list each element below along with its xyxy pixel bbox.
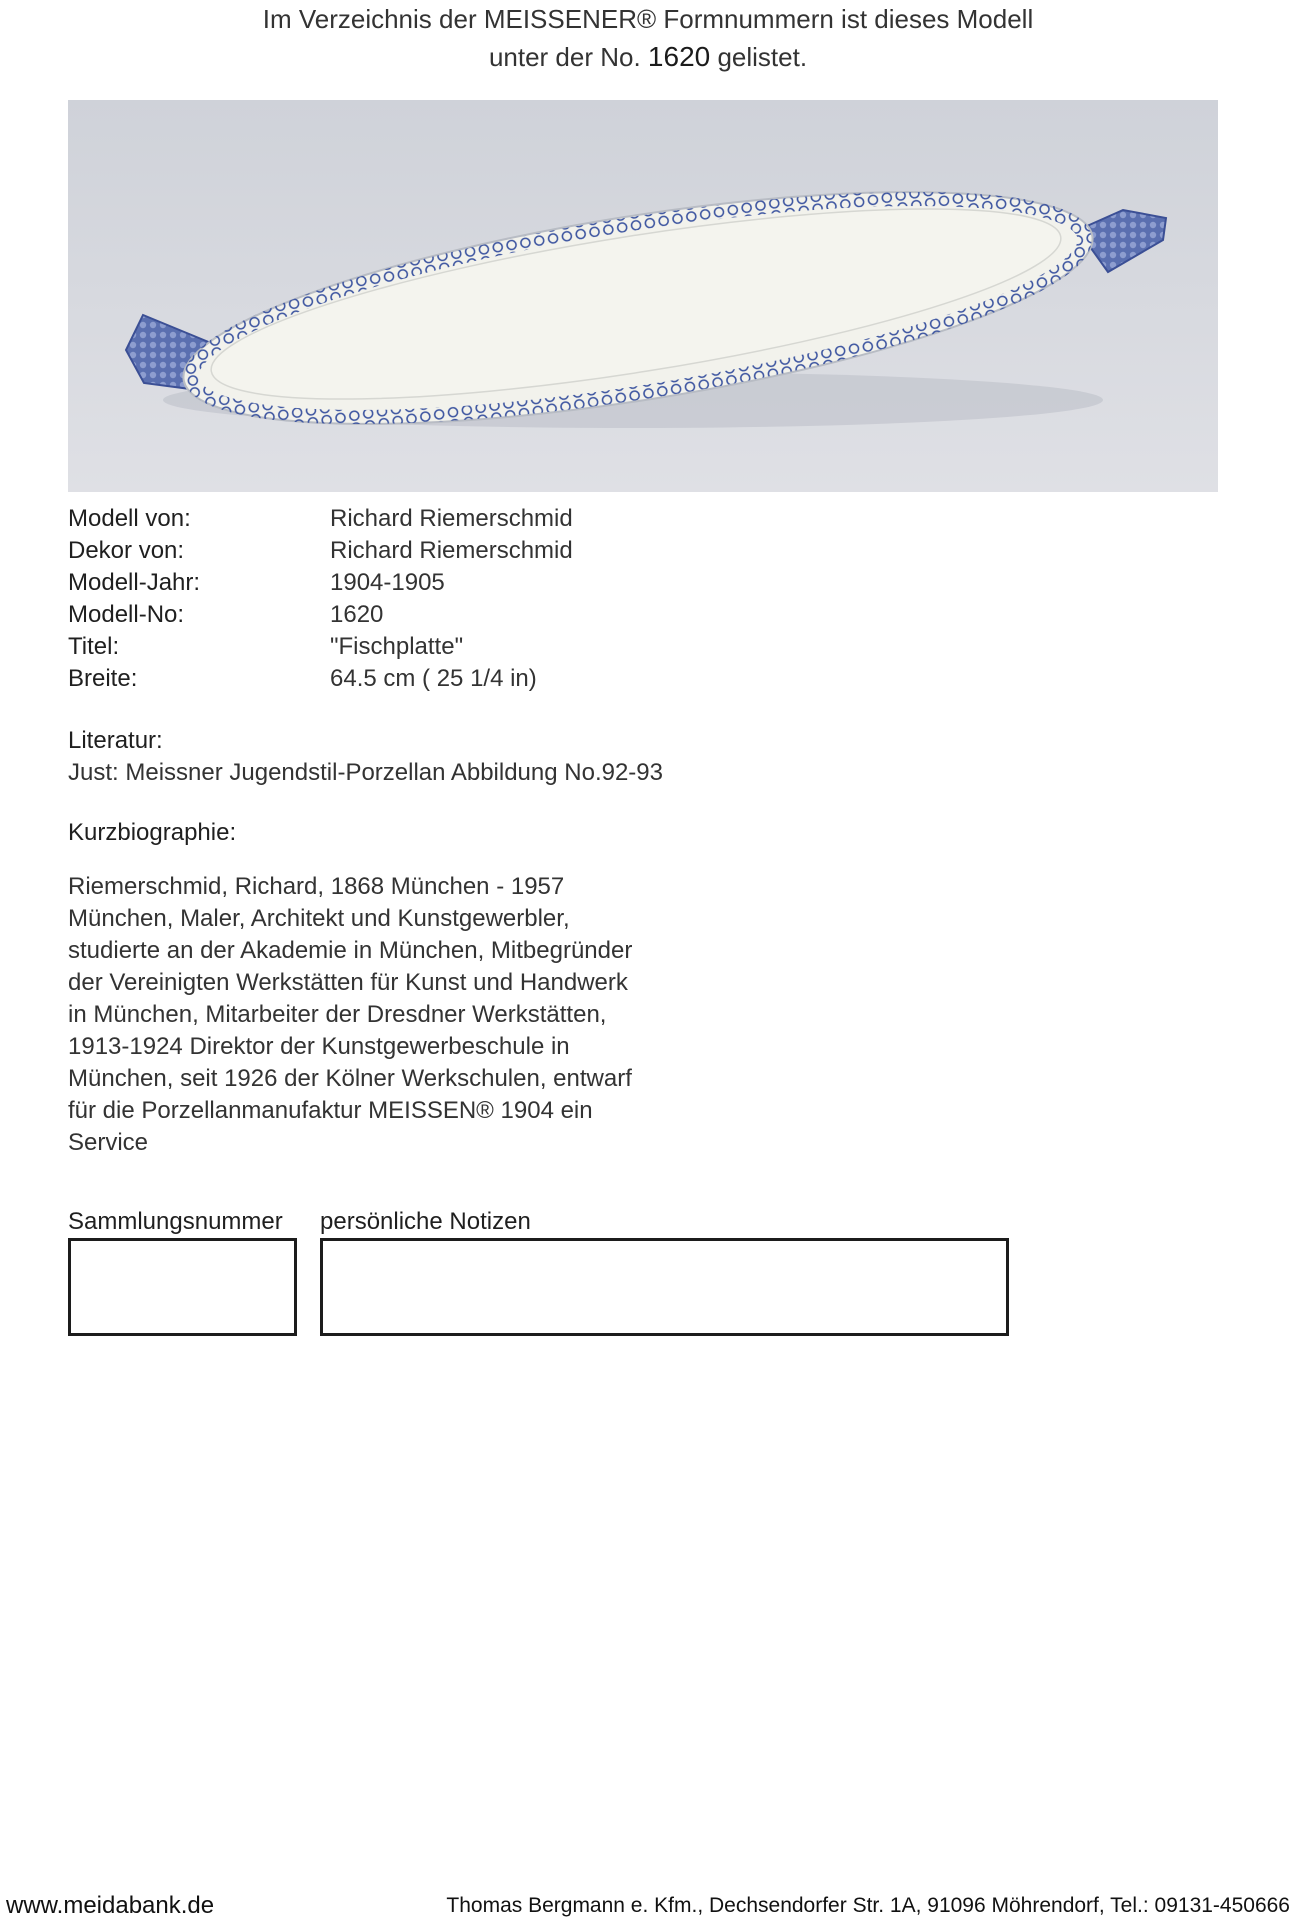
product-photo xyxy=(68,100,1218,492)
spec-row-modell xyxy=(68,503,573,535)
literature-heading: Literatur: xyxy=(68,727,163,754)
spec-value: Richard Riemerschmid xyxy=(330,505,573,532)
spec-table xyxy=(68,503,573,695)
page-header xyxy=(0,0,1296,76)
spec-row-dekor xyxy=(68,535,573,567)
header-prefix: unter der No. xyxy=(488,42,641,72)
spec-label: Titel: xyxy=(68,633,120,660)
bio-line: studierte an der Akademie in München, Mitbegründer xyxy=(68,937,633,964)
bio-line: 1913-1924 Direktor der Kunstgewerbeschule in xyxy=(68,1033,570,1060)
spec-value: "Fischplatte" xyxy=(330,633,464,660)
spec-row-titel xyxy=(68,631,573,663)
spec-row-jahr xyxy=(68,567,573,599)
spec-label: Breite: xyxy=(68,665,138,692)
collection-number-label: Sammlungsnummer xyxy=(68,1208,283,1235)
bio-line: der Vereinigten Werkstätten für Kunst und Handwerk xyxy=(68,969,628,996)
spec-value: 1904-1905 xyxy=(330,569,445,596)
header-line-1: Im Verzeichnis der MEISSENER® Formnummern ist dieses Modell xyxy=(262,4,1034,34)
bio-line: München, Maler, Architekt und Kunstgewerbler, xyxy=(68,905,570,932)
bio-line: Riemerschmid, Richard, 1868 München - 1957 xyxy=(68,873,565,900)
spec-label: Modell von: xyxy=(68,505,191,532)
spec-row-breite xyxy=(68,663,573,695)
literature-text: Just: Meissner Jugendstil-Porzellan Abbildung No.92-93 xyxy=(68,759,663,786)
collection-number-box[interactable] xyxy=(68,1238,297,1336)
notes-box[interactable] xyxy=(320,1238,1009,1336)
spec-value: 64.5 cm ( 25 1/4 in) xyxy=(330,665,537,692)
header-suffix: gelistet. xyxy=(717,42,808,72)
bio-line: für die Porzellanmanufaktur MEISSEN® 1904 ein xyxy=(68,1097,593,1124)
bio-line: Service xyxy=(68,1129,149,1156)
spec-value: Richard Riemerschmid xyxy=(330,537,573,564)
bio-line: München, seit 1926 der Kölner Werkschulen, entwarf xyxy=(68,1065,632,1092)
header-model-number: 1620 xyxy=(647,41,711,72)
biography-heading: Kurzbiographie: xyxy=(68,819,237,846)
footer-website: www.meidabank.de xyxy=(6,1892,215,1919)
header-line-2 xyxy=(0,38,1296,76)
spec-row-number xyxy=(68,599,573,631)
spec-value: 1620 xyxy=(330,601,384,628)
notes-label: persönliche Notizen xyxy=(320,1208,531,1235)
spec-label: Modell-No: xyxy=(68,601,185,628)
bio-line: in München, Mitarbeiter der Dresdner Werkstätten, xyxy=(68,1001,607,1028)
spec-label: Dekor von: xyxy=(68,537,185,564)
fish-platter-image xyxy=(68,100,1218,492)
spec-label: Modell-Jahr: xyxy=(68,569,201,596)
biography-text xyxy=(68,871,688,1159)
footer-contact: Thomas Bergmann e. Kfm., Dechsendorfer Str. 1A, 91096 Möhrendorf, Tel.: 09131-450666 xyxy=(446,1894,1290,1917)
